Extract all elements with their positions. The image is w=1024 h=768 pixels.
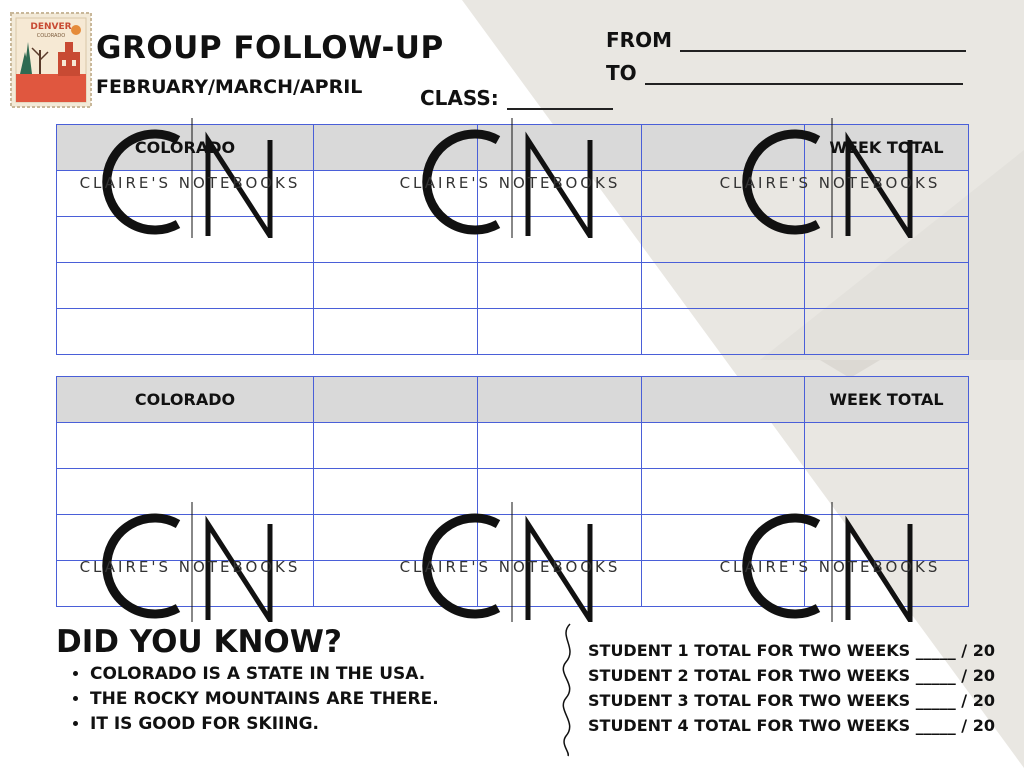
table-cell[interactable] [57, 263, 314, 309]
watermark-caption: CLAIRE'S NOTEBOOKS [719, 174, 941, 192]
watermark-caption: CLAIRE'S NOTEBOOKS [79, 174, 301, 192]
score-table-1 [56, 124, 969, 355]
table-cell[interactable] [57, 561, 314, 607]
denver-stamp-icon [10, 12, 92, 108]
page-title: GROUP FOLLOW-UP [96, 30, 444, 66]
table-cell[interactable] [805, 561, 969, 607]
student-total-line: STUDENT 1 TOTAL FOR TWO WEEKS _____ / 20 [588, 641, 995, 660]
table-cell[interactable] [805, 171, 969, 217]
list-item: • COLORADO IS A STATE IN THE USA. [90, 664, 439, 684]
table-cell[interactable] [57, 171, 314, 217]
table-cell[interactable] [478, 561, 642, 607]
watermark-caption: CLAIRE'S NOTEBOOKS [719, 558, 941, 576]
header-cell: COLORADO [57, 125, 314, 171]
wavy-bracket-icon [556, 622, 580, 758]
table-cell[interactable] [642, 515, 805, 561]
table-cell[interactable] [642, 263, 805, 309]
watermark-caption: CLAIRE'S NOTEBOOKS [399, 174, 621, 192]
watermark-caption: CLAIRE'S NOTEBOOKS [79, 558, 301, 576]
table-cell[interactable] [314, 263, 478, 309]
table-cell[interactable] [314, 515, 478, 561]
page-subtitle: FEBRUARY/MARCH/APRIL [96, 76, 363, 98]
table-cell[interactable] [805, 423, 969, 469]
table-cell[interactable] [805, 217, 969, 263]
list-item: • THE ROCKY MOUNTAINS ARE THERE. [90, 689, 439, 709]
table-cell[interactable] [314, 423, 478, 469]
header-cell [314, 125, 478, 171]
header-cell [642, 125, 805, 171]
table-cell[interactable] [805, 469, 969, 515]
to-field[interactable] [606, 61, 963, 85]
table-row [57, 469, 969, 515]
class-label: CLASS: [420, 86, 499, 110]
table-cell[interactable] [57, 469, 314, 515]
table-cell[interactable] [478, 217, 642, 263]
to-label: TO [606, 61, 637, 85]
table-cell[interactable] [57, 423, 314, 469]
header-cell [314, 377, 478, 423]
header-cell [642, 377, 805, 423]
list-item: • IT IS GOOD FOR SKIING. [90, 714, 439, 734]
stamp-line1: DENVER [30, 22, 72, 32]
table-row [57, 171, 969, 217]
table-row [57, 309, 969, 355]
table-cell[interactable] [805, 515, 969, 561]
table-cell[interactable] [642, 171, 805, 217]
header-cell: WEEK TOTAL [805, 125, 969, 171]
stamp-line2: COLORADO [36, 33, 66, 39]
student-totals [588, 638, 995, 738]
table-cell[interactable] [478, 309, 642, 355]
table-header-row [57, 125, 969, 171]
table-row [57, 217, 969, 263]
table-row [57, 423, 969, 469]
header-cell [478, 125, 642, 171]
class-blank[interactable] [507, 92, 613, 110]
from-blank[interactable] [680, 34, 966, 52]
from-field[interactable] [606, 28, 966, 52]
table-row [57, 263, 969, 309]
table-cell[interactable] [314, 561, 478, 607]
student-total-line: STUDENT 2 TOTAL FOR TWO WEEKS _____ / 20 [588, 666, 995, 685]
table-cell[interactable] [642, 309, 805, 355]
table-cell[interactable] [642, 469, 805, 515]
watermark-caption: CLAIRE'S NOTEBOOKS [399, 558, 621, 576]
score-table-2 [56, 376, 969, 607]
student-total-line: STUDENT 3 TOTAL FOR TWO WEEKS _____ / 20 [588, 691, 995, 710]
header-cell [478, 377, 642, 423]
table-cell[interactable] [314, 309, 478, 355]
facts-list [70, 664, 439, 739]
table-cell[interactable] [478, 423, 642, 469]
to-blank[interactable] [645, 67, 963, 85]
table-cell[interactable] [314, 469, 478, 515]
student-total-line: STUDENT 4 TOTAL FOR TWO WEEKS _____ / 20 [588, 716, 995, 735]
table-cell[interactable] [57, 217, 314, 263]
table-row [57, 515, 969, 561]
did-you-know-heading: DID YOU KNOW? [56, 624, 342, 660]
header-cell: WEEK TOTAL [805, 377, 969, 423]
table-cell[interactable] [57, 309, 314, 355]
table-cell[interactable] [478, 263, 642, 309]
table-cell[interactable] [478, 171, 642, 217]
table-cell[interactable] [805, 263, 969, 309]
table-cell[interactable] [642, 217, 805, 263]
header-cell: COLORADO [57, 377, 314, 423]
table-cell[interactable] [642, 423, 805, 469]
from-label: FROM [606, 28, 672, 52]
table-cell[interactable] [57, 515, 314, 561]
table-header-row [57, 377, 969, 423]
table-cell[interactable] [314, 171, 478, 217]
table-row [57, 561, 969, 607]
table-cell[interactable] [314, 217, 478, 263]
class-field[interactable] [420, 86, 613, 110]
table-cell[interactable] [478, 469, 642, 515]
table-cell[interactable] [642, 561, 805, 607]
table-cell[interactable] [805, 309, 969, 355]
table-cell[interactable] [478, 515, 642, 561]
